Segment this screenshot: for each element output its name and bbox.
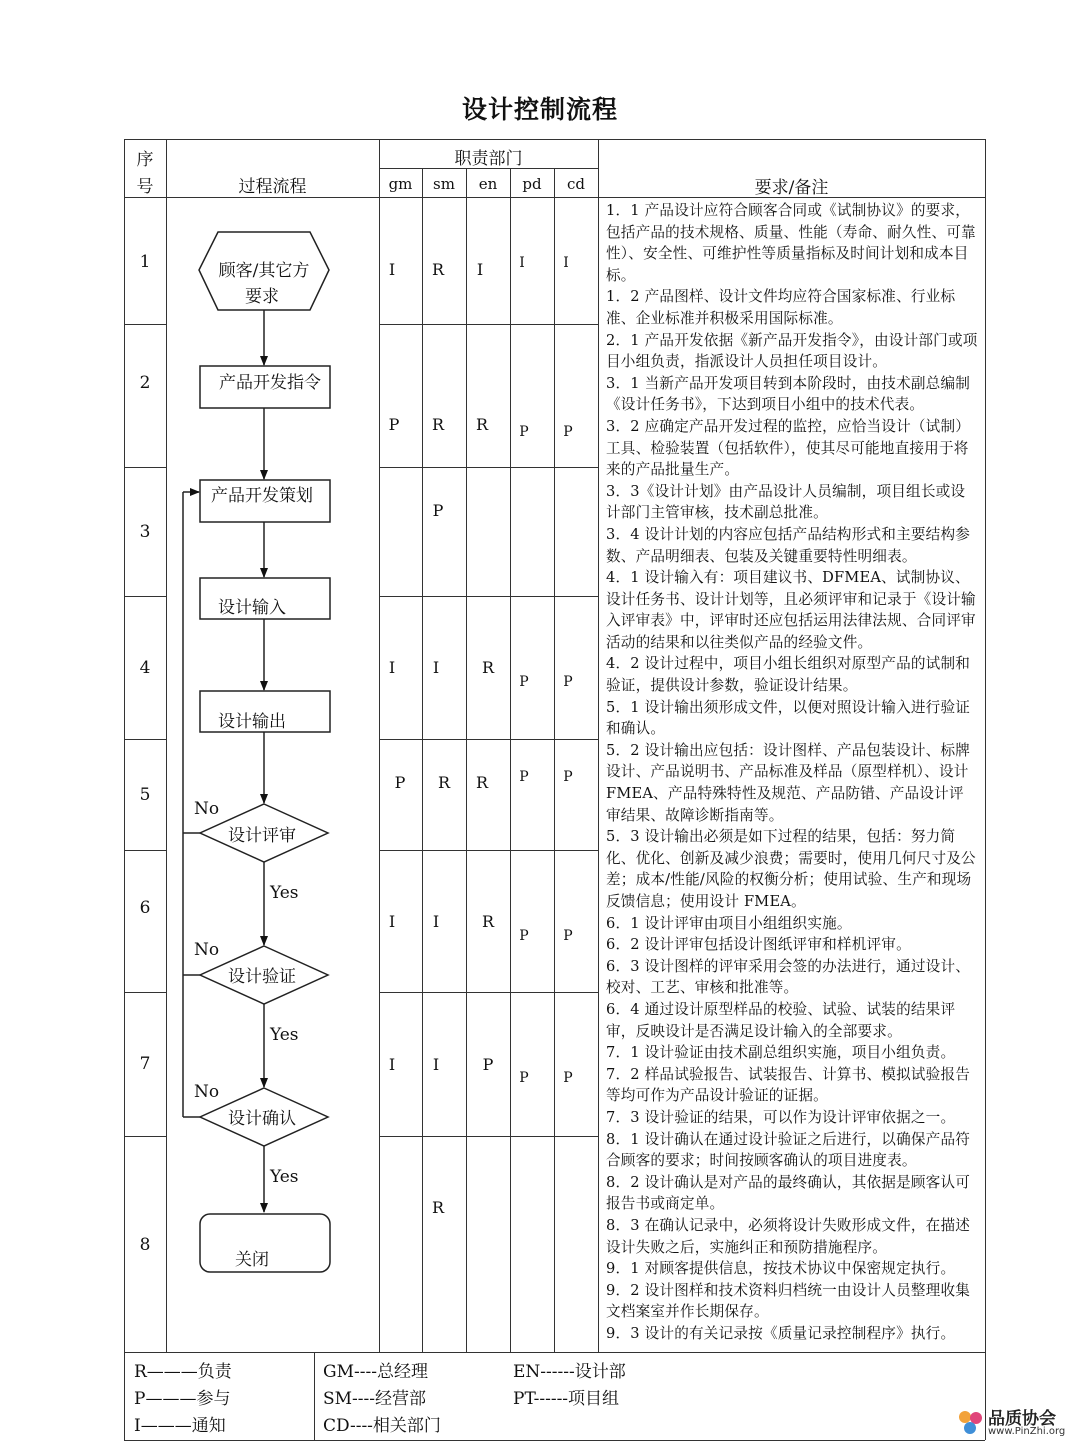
note-item: 9．1 对顾客提供信息，按技术协议中保密规定执行。	[606, 1260, 956, 1278]
resp-cell: I	[388, 1055, 396, 1074]
resp-cell: R	[431, 1198, 445, 1217]
legend-cd: CD----相关部门	[323, 1416, 441, 1436]
note-item: 3．4 设计计划的内容应包括产品结构形式和主要结构参数、产品明细表、包装及关键重要特性明细表。	[606, 525, 971, 565]
resp-cell: P	[519, 1070, 529, 1086]
resp-cell: R	[431, 260, 445, 279]
resp-cell: P	[394, 773, 406, 792]
note-item: 8．1 设计确认在通过设计验证之后进行，以确保产品符合顾客的要求；时间按顾客确认的项目进度表。	[606, 1130, 971, 1170]
legend-pt: PT------项目组	[513, 1389, 620, 1409]
header-dept: 职责部门	[454, 149, 523, 169]
resp-cell: P	[388, 415, 400, 434]
resp-cell: I	[432, 1055, 440, 1074]
note-item: 7．3 设计验证的结果，可以作为设计评审依据之一。	[606, 1108, 956, 1126]
watermark-url: www.PinZhi.org	[988, 1426, 1066, 1437]
note-item: 1．2 产品图样、设计文件均应符合国家标准、行业标准、企业标准并积极采用国际标准。	[606, 288, 956, 327]
note-item: 7．2 样品试验报告、试装报告、计算书、模拟试验报告等均可作为产品设计验证的证据。	[606, 1065, 971, 1105]
resp-cell: I	[476, 260, 484, 279]
note-item: 3．1 当新产品开发项目转到本阶段时，由技术副总编制《设计任务书》，下达到项目小组中的技术代表。	[606, 374, 971, 414]
resp-cell: I	[563, 255, 569, 271]
resp-cell: R	[481, 912, 495, 931]
resp-cell: P	[519, 674, 529, 690]
resp-cell: R	[437, 773, 451, 792]
note-item: 5．1 设计输出须形成文件，以便对照设计输入进行验证和确认。	[606, 698, 971, 738]
flow-input-label: 设计输入	[218, 598, 286, 618]
legend-p: P———参与	[134, 1389, 231, 1409]
flow-confirm-label: 设计确认	[228, 1109, 296, 1129]
resp-cell: I	[432, 658, 440, 677]
legend-gm: GM----总经理	[323, 1362, 428, 1382]
header-col-gm: gm	[388, 175, 413, 193]
resp-cell: P	[563, 424, 573, 440]
resp-cell: P	[563, 1070, 573, 1086]
note-item: 5．3 设计输出必须是如下过程的结果，包括：努力简化、优化、创新及减少浪费；需要时，使用几何尺寸及公差；成本/性能/风险的权衡分析；使用试验、生产和现场反馈信息；使用设计 FMEA。	[606, 828, 976, 910]
remarks-notes	[606, 200, 978, 1344]
note-item: 1．1 产品设计应符合顾客合同或《试制协议》的要求，包括产品的技术规格、质量、性能（寿命、耐久性、可靠性）、安全性、可维护性等质量指标及时间计划和成本目标。	[606, 202, 976, 284]
row-num-7: 7	[139, 1054, 151, 1074]
watermark-logo-icon	[954, 1406, 986, 1438]
legend-sm: SM----经营部	[323, 1389, 427, 1409]
header-col-pd: pd	[522, 175, 542, 193]
row-num-1: 1	[139, 252, 151, 272]
resp-cell: I	[519, 255, 525, 271]
flow-yes-2: Yes	[270, 1025, 299, 1045]
note-item: 8．2 设计确认是对产品的最终确认，其依据是顾客认可报告书或商定单。	[606, 1173, 971, 1213]
header-seq-top: 序	[136, 150, 154, 170]
resp-cell: I	[388, 658, 396, 677]
row-num-6: 6	[139, 898, 151, 918]
resp-cell: P	[563, 674, 573, 690]
flow-no-3: No	[194, 1082, 220, 1102]
note-item: 7．1 设计验证由技术副总组织实施，项目小组负责。	[606, 1044, 956, 1062]
resp-cell: P	[519, 769, 529, 785]
legend-r: R———负责	[134, 1362, 232, 1382]
note-item: 8．3 在确认记录中，必须将设计失败形成文件，在描述设计失败之后，实施纠正和预防措施程序。	[606, 1216, 971, 1256]
note-item: 3．3《设计计划》由产品设计人员编制，项目组长或设计部门主管审核，技术副总批准。	[606, 482, 966, 522]
flow-order-label: 产品开发指令	[219, 373, 321, 393]
note-item: 4．2 设计过程中，项目小组长组织对原型产品的试制和验证，提供设计参数，验证设计结果。	[606, 655, 971, 695]
note-item: 4．1 设计输入有：项目建议书、DFMEA、试制协议、设计任务书、设计计划等，且必须评审和记录于《设计输入评审表》中，评审时还应包括运用法律法规、合同评审活动的结果和以往类似产品的经验文件。	[606, 569, 976, 651]
row-num-3: 3	[139, 522, 151, 542]
row-num-4: 4	[139, 658, 151, 678]
resp-cell: P	[563, 928, 573, 944]
note-item: 5．2 设计输出应包括：设计图样、产品包装设计、标牌设计、产品说明书、产品标准及样品（原型样机）、设计 FMEA、产品特殊特性及规范、产品防错、产品设计评审结果、故障诊断指南等。	[606, 741, 971, 824]
legend-en: EN------设计部	[513, 1362, 626, 1382]
note-item: 2．1 产品开发依据《新产品开发指令》，由设计部门或项目小组负责，指派设计人员担任项目设计。	[606, 331, 978, 371]
resp-cell: P	[519, 928, 529, 944]
flow-review-label: 设计评审	[228, 826, 296, 846]
row-num-8: 8	[139, 1235, 151, 1255]
header-col-en: en	[478, 175, 498, 193]
watermark-text: 品质协会	[988, 1409, 1056, 1429]
row-num-2: 2	[139, 373, 151, 393]
header-remarks: 要求/备注	[754, 178, 829, 198]
row-num-5: 5	[139, 785, 151, 805]
header-col-sm: sm	[433, 175, 455, 193]
resp-cell: R	[481, 658, 495, 677]
flow-yes-3: Yes	[270, 1167, 299, 1187]
resp-cell: R	[475, 415, 489, 434]
flow-no-2: No	[194, 940, 220, 960]
resp-cell: I	[388, 260, 396, 279]
note-item: 6．2 设计评审包括设计图纸评审和样机评审。	[606, 936, 911, 954]
resp-cell: P	[482, 1055, 494, 1074]
flow-plan-label: 产品开发策划	[211, 486, 313, 506]
note-item: 9．2 设计图样和技术资料归档统一由设计人员整理收集文档案室并作长期保存。	[606, 1281, 971, 1321]
resp-cell: I	[388, 912, 396, 931]
page-title: 设计控制流程	[461, 95, 618, 124]
note-item: 6．3 设计图样的评审采用会签的办法进行，通过设计、校对、工艺、审核和批准等。	[606, 957, 971, 997]
flow-verify-label: 设计验证	[228, 967, 296, 987]
resp-cell: R	[475, 773, 489, 792]
note-item: 3．2 应确定产品开发过程的监控，应恰当设计（试制）工具、检验装置（包括软件），使其尽可能地直接用于将来的产品批量生产。	[606, 417, 971, 479]
legend-i: I———通知	[134, 1416, 226, 1436]
header-process: 过程流程	[238, 177, 307, 197]
header-col-cd: cd	[566, 175, 585, 193]
resp-cell: I	[432, 912, 440, 931]
note-item: 6．1 设计评审由项目小组组织实施。	[606, 914, 852, 932]
resp-cell: P	[432, 501, 444, 520]
flow-start-label-1: 顾客/其它方	[218, 261, 310, 281]
note-item: 9．3 设计的有关记录按《质量记录控制程序》执行。	[606, 1324, 956, 1342]
header-seq-bottom: 号	[136, 177, 154, 197]
flow-output-label: 设计输出	[218, 712, 286, 732]
flow-yes-1: Yes	[270, 883, 299, 903]
resp-cell: P	[519, 424, 529, 440]
flow-start-label-2: 要求	[245, 287, 279, 307]
flow-close-label: 关闭	[235, 1250, 269, 1270]
resp-cell: R	[431, 415, 445, 434]
note-item: 6．4 通过设计原型样品的校验、试验、试装的结果评审，反映设计是否满足设计输入的全部要求。	[606, 1000, 956, 1040]
resp-cell: P	[563, 769, 573, 785]
flow-no-1: No	[194, 799, 220, 819]
